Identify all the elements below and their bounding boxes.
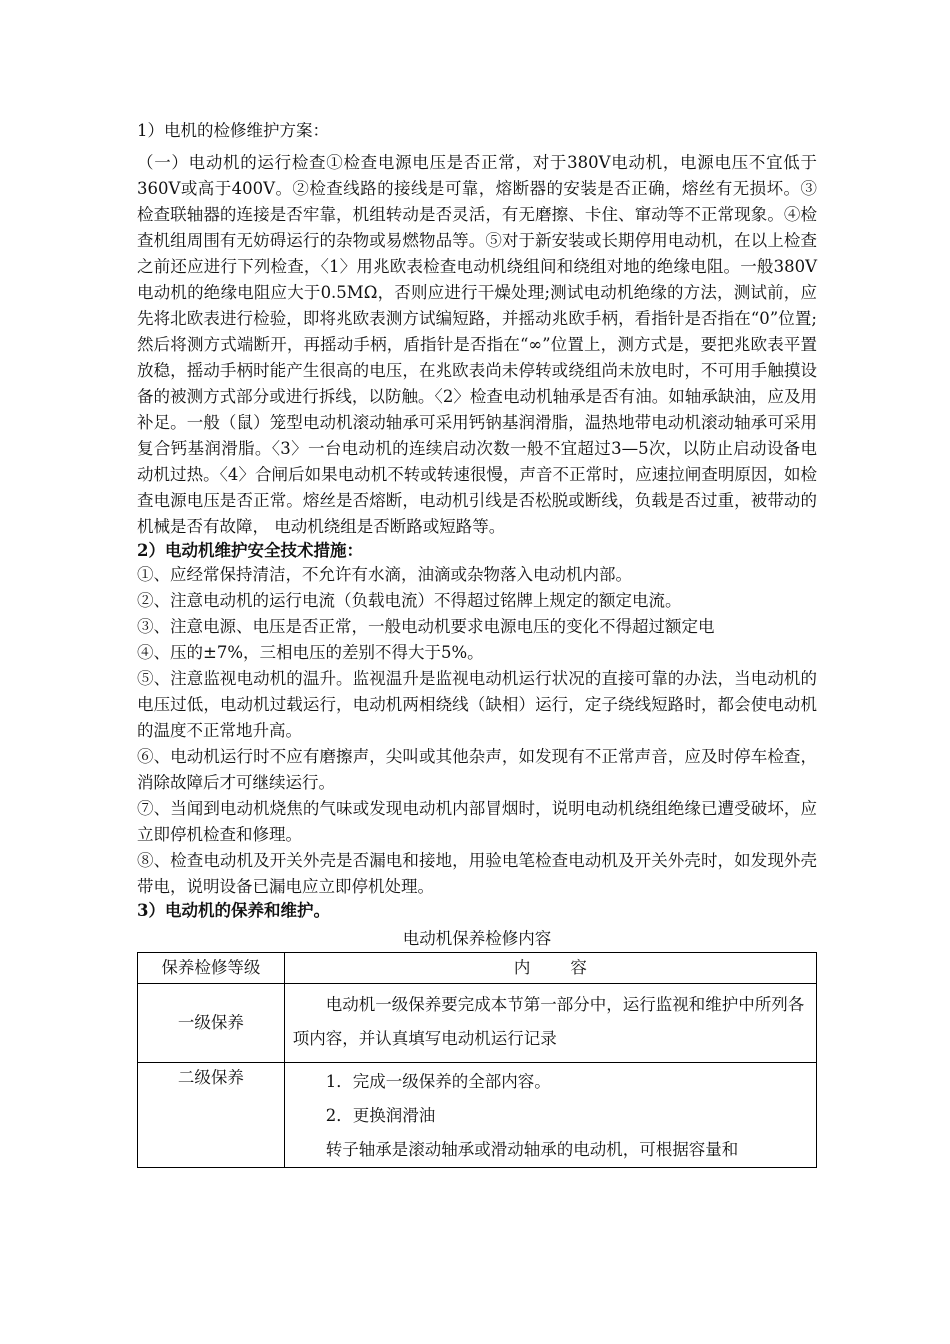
header-content-part-b: 容 [570, 958, 587, 977]
safety-item-7: ⑦、当闻到电动机烧焦的气味或发现电动机内部冒烟时，说明电动机绕组绝缘已遭受破坏，应立即停机检查和修理。 [137, 799, 817, 844]
header-level-cell: 保养检修等级 [138, 953, 285, 984]
section1-paragraph: （一）电动机的运行检查①检查电源电压是否正常，对于380V电动机，电源电压不宜低于360V或高于400V。②检查线路的接线是可靠，熔断器的安装是否正确，熔丝有无损坏。③检查联轴器的连接是否牢靠，机组转动是否灵活，有无磨擦、卡住、窜动等不正常现象。④检查机组周围有无妨碍运行的杂物或易燃物品等。⑤对于新安装或长期停用电动机，在以上检查之前还应进行下列检查，〈1〉用兆欧表检查电动机绕组间和绕组对地的绝缘电阻。一般380V电动机的绝缘电阻应大于0.5MΩ，否则应进行干燥处理;测试电动机绝缘的方法，测试前，应先将北欧表进行检验，即将兆欧表测方试编短路，并摇动兆欧手柄，看指针是否指在“0”位置;然后将测方式端断开，再摇动手柄，盾指针是否指在“∞”位置上，测方式是，要把兆欧表平置放稳，摇动手柄时能产生很高的电压，在兆欧表尚未停转或绕组尚未放电时，不可用手触摸设备的被测方式部分或进行拆线，以防触。〈2〉检查电动机轴承是否有油。如轴承缺油，应及用补足。一般（鼠）笼型电动机滚动轴承可采用钙钠基润滑脂，温热地带电动机滚动轴承可采用复合钙基润滑脂。〈3〉一台电动机的连续启动次数一般不宜超过3—5次，以防止启动设备电动机过热。〈4〉合闸后如果电动机不转或转速很慢，声音不正常时，应速拉闸查明原因，如检查电源电压是否正常。熔丝是否熔断，电动机引线是否松脱或断线，负载是否过重，被带动的机械是否有故障， 电动机绕组是否断路或短路等。 [137, 153, 817, 536]
level-cell: 一级保养 [138, 984, 285, 1063]
table-header-row [138, 953, 817, 984]
header-content-part-a: 内 [513, 958, 531, 977]
maintenance-table [137, 952, 817, 1168]
level-cell: 二级保养 [138, 1063, 285, 1168]
content-cell [284, 1063, 816, 1168]
content-line: 2．更换润滑油 [325, 1106, 436, 1125]
section2-title: 2）电动机维护安全技术措施： [137, 541, 363, 560]
safety-item-1: ①、应经常保持清洁，不允许有水滴，油滴或杂物落入电动机内部。 [137, 565, 632, 584]
header-content-cell [284, 953, 816, 984]
content-line: 1．完成一级保养的全部内容。 [325, 1072, 551, 1091]
table-caption: 电动机保养检修内容 [402, 929, 552, 948]
safety-item-2: ②、注意电动机的运行电流（负载电流）不得超过铭牌上规定的额定电流。 [137, 591, 682, 610]
safety-item-8: ⑧、检查电动机及开关外壳是否漏电和接地，用验电笔检查电动机及开关外壳时，如发现外壳带电，说明设备已漏电应立即停机处理。 [137, 851, 817, 896]
section3-title: 3）电动机的保养和维护。 [137, 901, 330, 920]
content-line: 转子轴承是滚动轴承或滑动轴承的电动机，可根据容量和 [325, 1140, 739, 1159]
safety-item-5: ⑤、注意监视电动机的温升。监视温升是监视电动机运行状况的直接可靠的办法，当电动机的电压过低，电动机过载运行，电动机两相绕线（缺相）运行，定子绕线短路时，都会使电动机的温度不正常地升高。 [137, 669, 817, 740]
section1-title: 1）电机的检修维护方案： [137, 121, 329, 140]
document-content [137, 118, 817, 1168]
safety-item-6: ⑥、电动机运行时不应有磨擦声，尖叫或其他杂声，如发现有不正常声音，应及时停车检查，消除故障后才可继续运行。 [137, 747, 817, 792]
safety-item-4: ④、压的±7%，三相电压的差别不得大于5%。 [137, 643, 484, 662]
table-row [138, 1063, 817, 1168]
content-cell: 电动机一级保养要完成本节第一部分中，运行监视和维护中所列各项内容，并认真填写电动机运行记录 [284, 984, 816, 1063]
table-row [138, 984, 817, 1063]
safety-item-3: ③、注意电源、电压是否正常，一般电动机要求电源电压的变化不得超过额定电 [137, 617, 715, 636]
